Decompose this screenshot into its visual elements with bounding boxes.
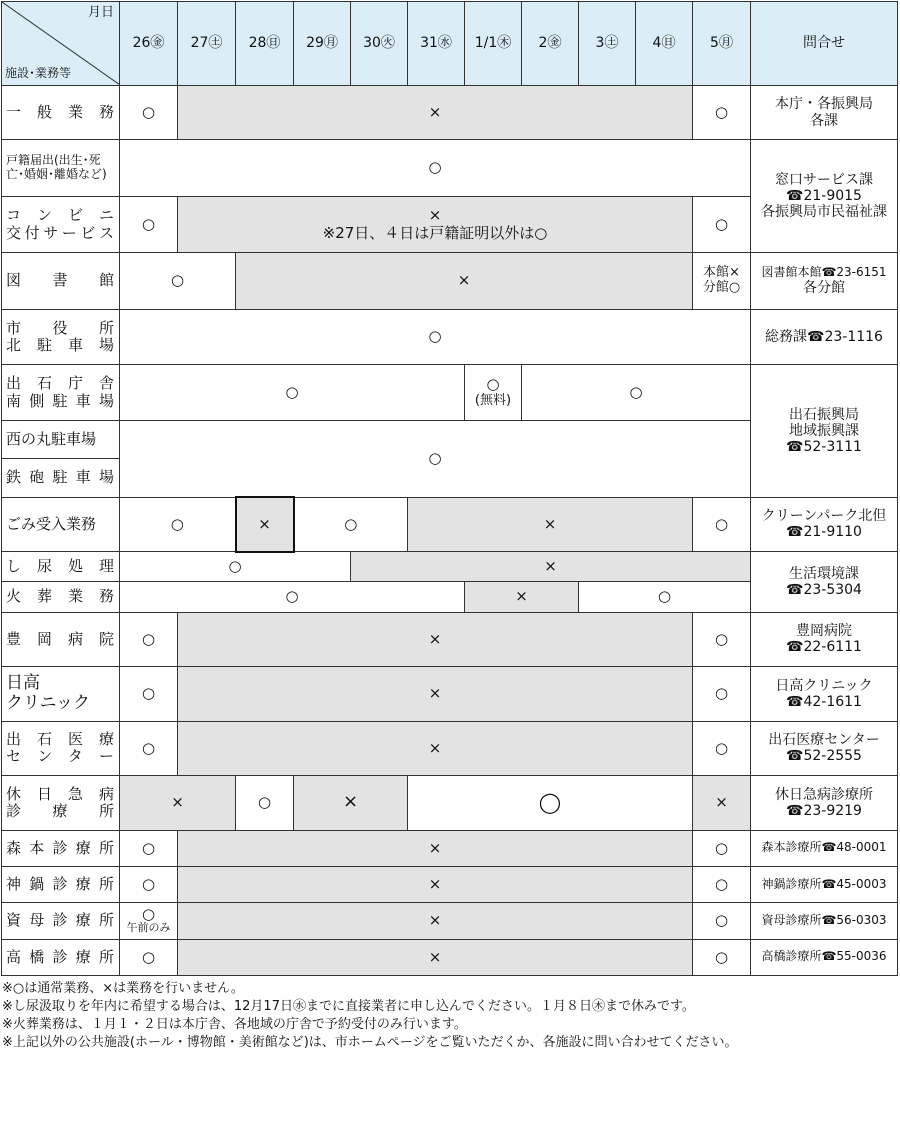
contact-line: ☎21-9015: [786, 188, 862, 205]
row-library: [2, 253, 898, 310]
row-morimoto: [2, 830, 898, 866]
free-label: (無料): [474, 392, 512, 408]
status-closed-mark: ×: [428, 206, 442, 225]
facility-name-line: センター: [6, 747, 115, 766]
contact-line: 休日急病診療所: [775, 786, 873, 803]
contact-line: 各振興局市民福祉課: [761, 204, 887, 221]
facility-name-line: 戸籍届出(出生･死: [6, 153, 101, 168]
row-general: [2, 85, 898, 140]
date-header-29: 29㊊: [294, 2, 351, 86]
status-ok: ○: [120, 667, 178, 722]
date-header-26: 26㊎: [120, 2, 178, 86]
facility-name: [2, 776, 120, 831]
status-ok: ○: [120, 365, 465, 421]
status-ok: ○: [120, 497, 236, 552]
corner-facility-label: 施設･業務等: [5, 65, 72, 80]
facility-name: 神鍋診療所: [2, 866, 120, 902]
status-closed: ×: [178, 721, 693, 776]
status-ok: ◯: [408, 776, 693, 831]
status-closed: ×: [294, 776, 408, 831]
facility-name-line: 北駐車場: [6, 336, 115, 355]
row-kannabe: [2, 866, 898, 902]
status-closed: ×: [408, 497, 693, 552]
corner-header-cell: [2, 2, 120, 86]
status-ok: ○: [120, 830, 178, 866]
status-closed: ×: [236, 253, 693, 310]
contact-cell: [751, 552, 898, 613]
status-ok: ○: [693, 830, 751, 866]
contact-line: ☎52-2555: [786, 748, 862, 765]
facility-name: [2, 309, 120, 365]
facility-name: 西の丸駐車場: [2, 420, 120, 458]
facility-name-line: 日高: [6, 673, 40, 694]
facility-name-line: コンビニ: [6, 206, 115, 225]
status-ok: ○: [693, 903, 751, 939]
date-header-5: 5㊊: [693, 2, 751, 86]
contact-cell: [751, 721, 898, 776]
contact-cell: [751, 612, 898, 667]
contact-line: 生活環境課: [789, 565, 859, 582]
contact-cell: [751, 253, 898, 310]
facility-name: 一般業務: [2, 85, 120, 140]
contact-line: 本庁・各振興局: [775, 96, 873, 113]
contact-cell: [751, 776, 898, 831]
status-mixed: [693, 253, 751, 310]
date-header-27: 27㊏: [178, 2, 236, 86]
row-hidaka: [2, 667, 898, 722]
footnotes: [2, 980, 898, 1052]
status-closed: ×: [120, 776, 236, 831]
status-closed: ×: [351, 552, 751, 582]
contact-line: 豊岡病院: [796, 623, 852, 640]
status-ok: ○: [120, 612, 178, 667]
facility-name: [2, 140, 120, 197]
status-ok: ○: [120, 140, 751, 197]
contact-line: ☎52-3111: [786, 438, 862, 455]
footnote: ※○は通常業務、×は業務を行いません。: [2, 981, 244, 996]
holiday-schedule-table: [1, 1, 898, 976]
status-ok-mark: ○: [486, 375, 500, 394]
contact-line: ☎23-9219: [786, 802, 862, 819]
facility-name-line: 市役所: [6, 318, 115, 337]
status-ok: ○: [579, 582, 751, 612]
status-closed: ×: [178, 903, 693, 939]
am-only-label: 午前のみ: [126, 921, 171, 935]
contact-line: 日高クリニック: [775, 677, 873, 694]
status-ok: ○: [120, 196, 178, 253]
row-izushi-medical: [2, 721, 898, 776]
status-closed: ×: [178, 667, 693, 722]
facility-name: 資母診療所: [2, 903, 120, 939]
konbini-note: ※27日、４日は戸籍証明以外は○: [322, 223, 548, 242]
facility-name-line: 亡･婚姻･離婚など): [6, 167, 107, 182]
status-ok-mark: ○: [141, 905, 156, 924]
facility-name: 高橋診療所: [2, 939, 120, 975]
row-koseki: [2, 140, 898, 197]
contact-line: 各課: [810, 112, 838, 129]
status-ok: ○: [120, 552, 351, 582]
contact-cell: [751, 140, 898, 253]
status-closed: ×: [178, 612, 693, 667]
facility-name: [2, 196, 120, 253]
contact-line: ☎23-5304: [786, 581, 862, 598]
contact-cell: [751, 497, 898, 552]
facility-name-line: 診療所: [6, 801, 115, 820]
status-ok: ○: [120, 721, 178, 776]
status-closed: ×: [178, 85, 693, 140]
status-ok: ○: [120, 253, 236, 310]
status-closed: ×: [178, 830, 693, 866]
contact-line: ☎21-9110: [786, 524, 862, 541]
date-header-30: 30㊋: [351, 2, 408, 86]
facility-name-line: 交付サービス: [6, 223, 115, 242]
contact-line: ☎42-1611: [786, 693, 862, 710]
row-parking-izushi: [2, 365, 898, 421]
facility-name-line: 南側駐車場: [6, 391, 115, 410]
status-closed: ×: [465, 582, 579, 612]
status-ok-am: [120, 903, 178, 939]
facility-name: ごみ受入業務: [2, 497, 120, 552]
facility-name: 火葬業務: [2, 582, 120, 612]
status-ok-free: [465, 365, 522, 421]
contact-header: 問合せ: [751, 2, 898, 86]
date-header-1-1: 1/1㊍: [465, 2, 522, 86]
row-garbage: [2, 497, 898, 552]
status-ok: ○: [120, 420, 751, 497]
contact-cell: 神鍋診療所☎45-0003: [751, 866, 898, 902]
facility-name: 豊岡病院: [2, 612, 120, 667]
contact-line: 出石医療センター: [768, 732, 880, 749]
facility-name: [2, 667, 120, 722]
status-closed: [178, 196, 693, 253]
status-ok: ○: [120, 309, 751, 365]
status-ok: ○: [120, 939, 178, 975]
facility-name-line: クリニック: [6, 692, 90, 713]
facility-name: し尿処理: [2, 552, 120, 582]
contact-cell: 高橋診療所☎55-0036: [751, 939, 898, 975]
status-ok: ○: [693, 612, 751, 667]
status-ok: ○: [236, 776, 294, 831]
footnote: ※火葬業務は、１月１・２日は本庁舎、各地域の庁舎で予約受付のみ行います。: [2, 1017, 467, 1032]
branch-library-status: 分館○: [702, 280, 741, 296]
status-closed: ×: [693, 776, 751, 831]
facility-name-line: 出石医療: [6, 730, 115, 749]
status-ok: ○: [693, 939, 751, 975]
date-header-31: 31㊌: [408, 2, 465, 86]
main-library-status: 本館×: [703, 265, 740, 281]
status-ok: ○: [693, 85, 751, 140]
contact-cell: 総務課☎23-1116: [751, 309, 898, 365]
contact-line: 窓口サービス課: [775, 172, 873, 189]
header-row: [2, 2, 898, 86]
status-ok: ○: [693, 866, 751, 902]
status-closed: ×: [236, 497, 294, 552]
contact-cell: [751, 667, 898, 722]
contact-cell: [751, 365, 898, 497]
facility-name: [2, 365, 120, 421]
row-takahashi: [2, 939, 898, 975]
contact-line: 地域振興課: [789, 422, 859, 439]
row-shibo: [2, 903, 898, 939]
contact-line: 出石振興局: [789, 406, 859, 423]
status-ok: ○: [522, 365, 751, 421]
facility-name: 図書館: [2, 253, 120, 310]
corner-month-day-label: 月日: [87, 5, 114, 20]
row-holiday-clinic: [2, 776, 898, 831]
contact-line: クリーンパーク北但: [761, 508, 887, 525]
footnote: ※上記以外の公共施設(ホール・博物館・美術館など)は、市ホームページをご覧いただくか、各施設に問い合わせてください。: [2, 1035, 738, 1050]
contact-line: 各分館: [803, 279, 845, 296]
row-toyooka: [2, 612, 898, 667]
contact-line: 図書館本館☎23-6151: [761, 265, 887, 280]
status-ok: ○: [693, 667, 751, 722]
status-ok: ○: [120, 582, 465, 612]
status-ok: ○: [120, 85, 178, 140]
status-ok: ○: [693, 196, 751, 253]
date-header-28: 28㊐: [236, 2, 294, 86]
contact-cell: [751, 85, 898, 140]
date-header-4: 4㊐: [636, 2, 693, 86]
footnote: ※し尿汲取りを年内に希望する場合は、12月17日㊌までに直接業者に申し込んでください。１月８日㊍まで休みです。: [2, 999, 695, 1014]
status-closed: ×: [178, 939, 693, 975]
contact-cell: 森本診療所☎48-0001: [751, 830, 898, 866]
facility-name-line: 休日急病: [6, 784, 115, 803]
facility-name: 森本診療所: [2, 830, 120, 866]
row-sewage: [2, 552, 898, 582]
date-header-3: 3㊏: [579, 2, 636, 86]
facility-name: [2, 721, 120, 776]
status-ok: ○: [120, 866, 178, 902]
contact-line: ☎22-6111: [786, 639, 862, 656]
date-header-2: 2㊎: [522, 2, 579, 86]
contact-cell: 資母診療所☎56-0303: [751, 903, 898, 939]
status-ok: ○: [693, 721, 751, 776]
status-ok: ○: [693, 497, 751, 552]
facility-name-line: 出石庁舎: [6, 374, 115, 393]
status-closed: ×: [178, 866, 693, 902]
status-ok: ○: [294, 497, 408, 552]
row-parking-north: [2, 309, 898, 365]
facility-name: 鉄砲駐車場: [2, 459, 120, 497]
